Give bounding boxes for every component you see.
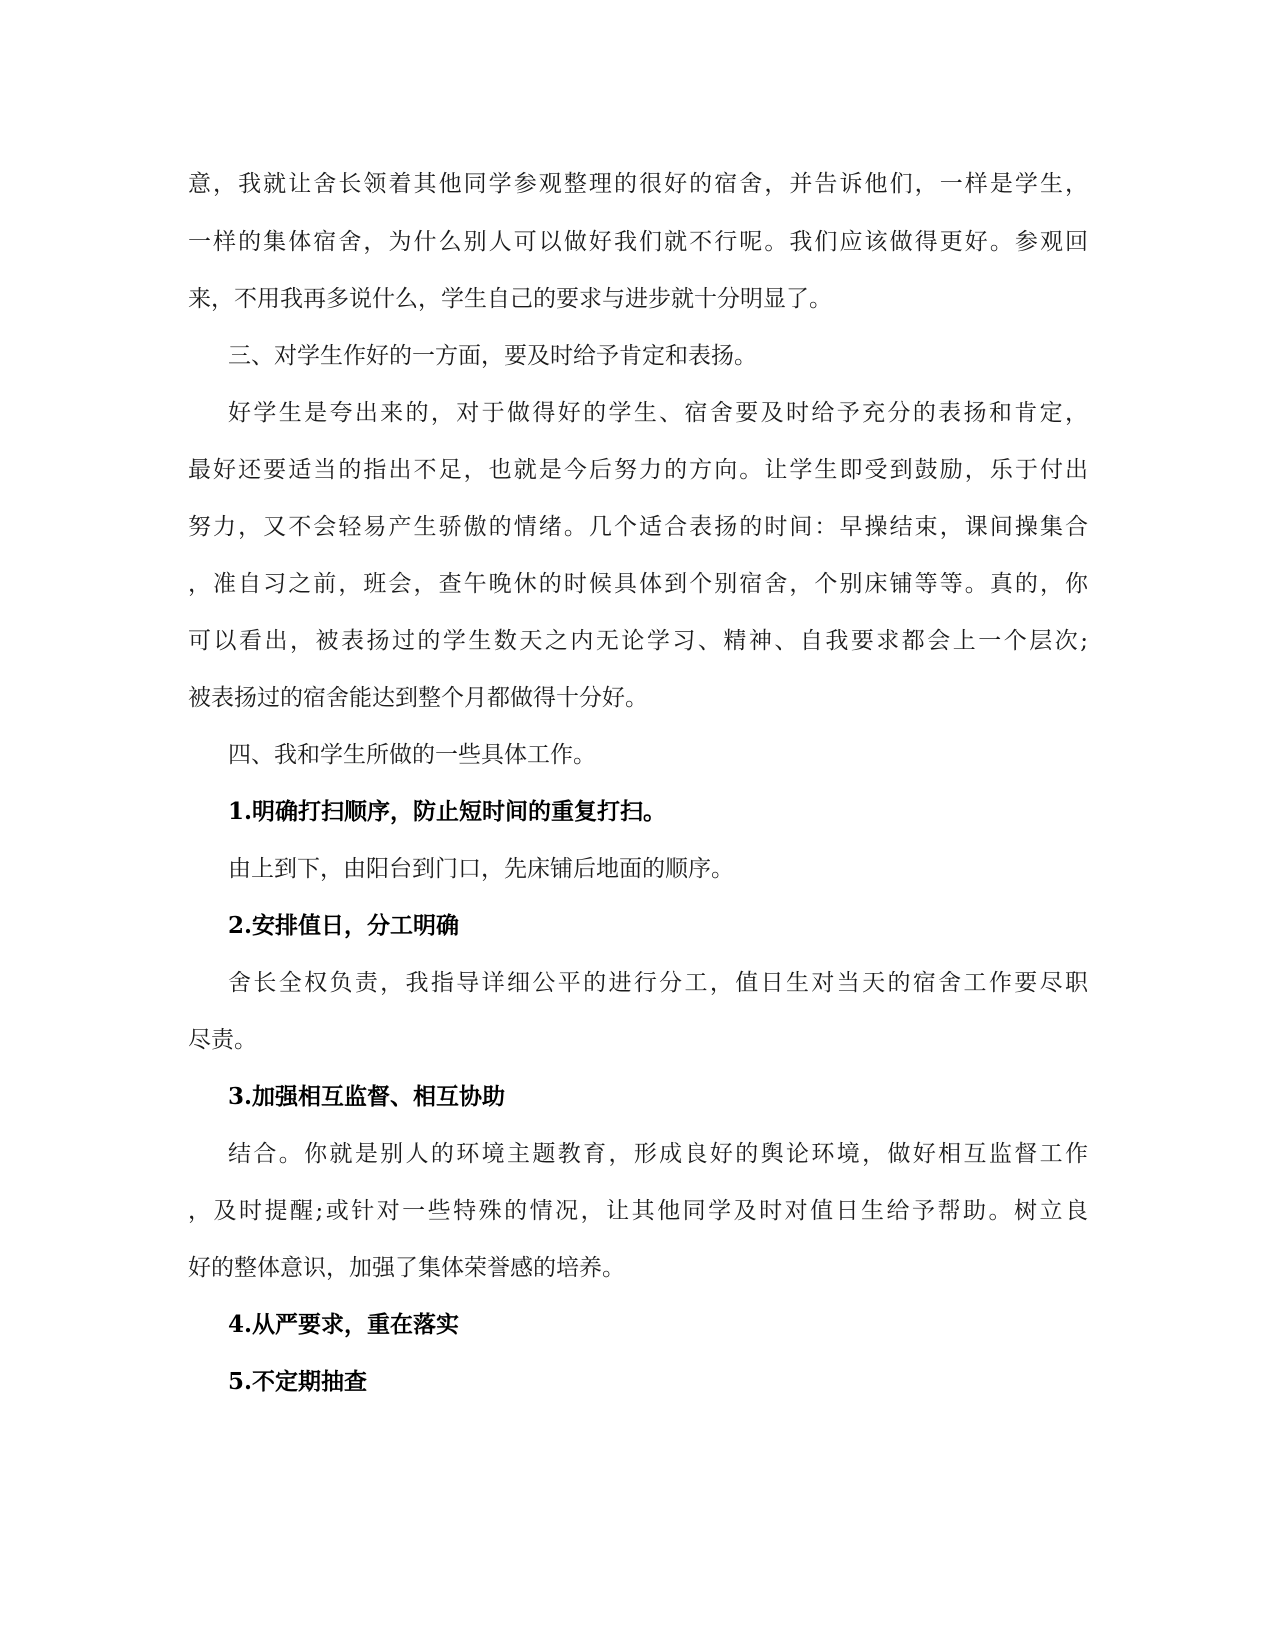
paragraph-line: 由上到下，由阳台到门口，先床铺后地面的顺序。	[228, 856, 734, 882]
item-heading: 2.安排值日，分工明确	[228, 912, 460, 939]
paragraph-line: 舍长全权负责，我指导详细公平的进行分工，值日生对当天的宿舍工作要尽职	[228, 970, 1088, 996]
section-heading: 四、我和学生所做的一些具体工作。	[228, 742, 596, 768]
paragraph-line: ，准自习之前，班会，查午晚休的时候具体到个别宿舍，个别床铺等等。真的，你	[188, 571, 1088, 597]
item-heading: 1.明确打扫顺序，防止短时间的重复打扫。	[228, 798, 667, 825]
paragraph-line: 努力，又不会轻易产生骄傲的情绪。几个适合表扬的时间：早操结束，课间操集合	[188, 514, 1088, 540]
item-heading: 3.加强相互监督、相互协助	[228, 1083, 506, 1110]
paragraph-line: 被表扬过的宿舍能达到整个月都做得十分好。	[188, 685, 648, 711]
paragraph-line: 尽责。	[188, 1027, 257, 1053]
item-heading: 5.不定期抽查	[228, 1368, 368, 1395]
paragraph-line: 可以看出，被表扬过的学生数天之内无论学习、精神、自我要求都会上一个层次;	[188, 628, 1088, 654]
paragraph-line: 好学生是夸出来的，对于做得好的学生、宿舍要及时给予充分的表扬和肯定，	[228, 400, 1088, 426]
paragraph-line: 意，我就让舍长领着其他同学参观整理的很好的宿舍，并告诉他们，一样是学生，	[188, 171, 1088, 197]
item-heading: 4.从严要求，重在落实	[228, 1311, 460, 1338]
paragraph-line: 结合。你就是别人的环境主题教育，形成良好的舆论环境，做好相互监督工作	[228, 1141, 1088, 1167]
paragraph-line: 最好还要适当的指出不足，也就是今后努力的方向。让学生即受到鼓励，乐于付出	[188, 457, 1088, 483]
paragraph-line: 来，不用我再多说什么，学生自己的要求与进步就十分明显了。	[188, 286, 832, 312]
paragraph-line: ，及时提醒;或针对一些特殊的情况，让其他同学及时对值日生给予帮助。树立良	[188, 1198, 1088, 1224]
paragraph-line: 好的整体意识，加强了集体荣誉感的培养。	[188, 1255, 625, 1281]
section-heading: 三、对学生作好的一方面，要及时给予肯定和表扬。	[228, 343, 757, 369]
paragraph-line: 一样的集体宿舍，为什么别人可以做好我们就不行呢。我们应该做得更好。参观回	[188, 229, 1088, 255]
